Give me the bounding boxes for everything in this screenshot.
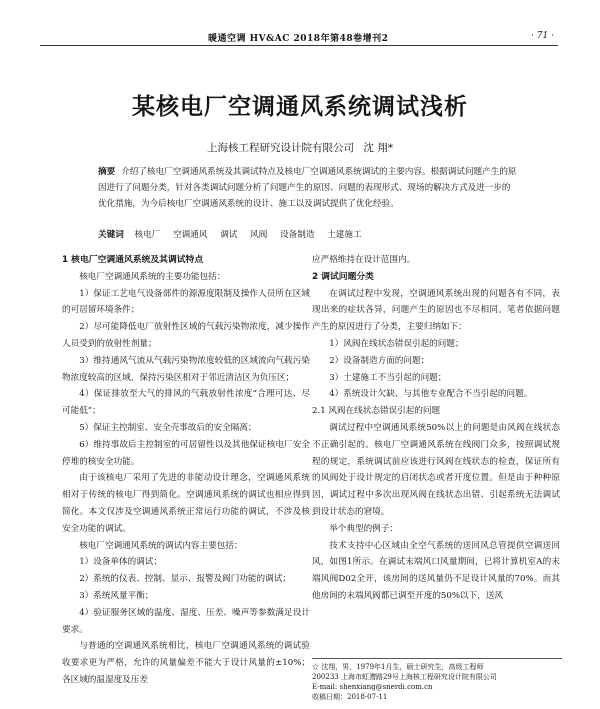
list-item: 1）设备单体的调试； bbox=[79, 557, 162, 568]
abstract bbox=[98, 164, 518, 212]
list-item: 3）维持通风气流从气载污染物浓度较低的区域流向气载污染物浓度较高的区域，保持污染区相对于邻近清洁区为负压区； bbox=[62, 355, 310, 383]
keyword: 调试 bbox=[220, 230, 238, 240]
list-item: 3）土建施工不当引起的问题； bbox=[329, 372, 447, 383]
running-header bbox=[40, 30, 558, 46]
list-item: 2）尽可能降低电厂放射性区域的气载污染物浓度，减少操作人员受到的放射性剂量； bbox=[62, 322, 310, 349]
footnote-line: 200233 上海市虹漕路29号上海核工程研究设计院有限公司 bbox=[312, 673, 497, 681]
list-item: 4）验证服务区域的温度、湿度、压差、噪声等参数满足设计要求。 bbox=[62, 607, 310, 635]
section-heading: 2 调试问题分类 bbox=[312, 271, 374, 282]
keyword: 核电厂 bbox=[134, 230, 161, 240]
abstract-text: 介绍了核电厂空调通风系统及其调试特点及核电厂空调通风系统调试的主要内容。根据调试问题产生的原因进行了问题分类，针对各类调试问题分析了问题产生的原因、问题的表现形式、现场的解决方式及进一步的优化措施，为今后核电厂空调通风系统的设计、施工以及调试提供了优化经验。 bbox=[98, 167, 517, 209]
subsection-heading: 2.1 风阀在线状态错误引起的问题 bbox=[312, 406, 441, 417]
footnote-line: ☆ 沈翔，男，1979年1月生，硕士研究生，高级工程师 bbox=[312, 663, 484, 671]
paragraph: 由于该核电厂采用了先进的非能动设计理念，空调通风系统相对于传统的核电厂得到简化。空调通风系统的调试也相应得到简化。本文仅涉及空调通风系统正常运行功能的调试，不涉及核安全功能的调试。 bbox=[62, 473, 310, 534]
list-item: 1）风阀在线状态错误引起的问题； bbox=[329, 338, 464, 349]
author-line bbox=[0, 140, 600, 155]
paragraph: 应严格维持在设计范围内。 bbox=[312, 255, 416, 265]
paragraph: 举个典型的例子： bbox=[329, 523, 398, 534]
paper-title: 某核电厂空调通风系统调试浅析 bbox=[132, 94, 468, 120]
right-column bbox=[312, 252, 560, 605]
affiliation: 上海核工程研究设计院有限公司 bbox=[207, 142, 355, 154]
paragraph: 调试过程中空调通风系统50%以上的问题是由风阀在线状态不正确引起的。核电厂空调通风系统在线阀门众多，按照调试规程的规定，系统调试前应该进行风阀在线状态的检查，保证所有的风阀处于设计规定的启闭状态或者开度位置。但是由于种种原因，调试过程中多次出现风阀在线状态出错、引起系统无法调试到设计状态的窘境。 bbox=[312, 422, 560, 517]
list-item: 3）系统风量平衡； bbox=[79, 590, 154, 601]
keywords-label: 关键词 bbox=[98, 230, 124, 240]
keywords bbox=[98, 228, 518, 240]
list-item: 6）维持事故后主控制室的可居留性以及其他保证核电厂安全停堆的核安全功能。 bbox=[62, 439, 310, 467]
left-column bbox=[62, 252, 310, 689]
paragraph: 与普通的空调通风系统相比，核电厂空调通风系统的调试验收要求更为严格，允许的风量偏差不能大于设计风量的±10%；各区域的温湿度及压差 bbox=[62, 641, 310, 685]
list-item: 1）保证工艺电气设备部件的源源度限制及操作人员所在区域的可居留环境条件； bbox=[62, 288, 310, 316]
list-item: 2）设备制造方面的问题； bbox=[329, 355, 430, 366]
section-heading: 1 核电厂空调通风系统及其调试特点 bbox=[62, 255, 204, 265]
paragraph: 在调试过程中发现，空调通风系统出现的问题各有不同，表现出来的症状各异，问题产生的原因也不尽相同。笔者依据问题产生的原因进行了分类，主要归纳如下： bbox=[312, 288, 560, 333]
keyword: 风阀 bbox=[250, 230, 268, 240]
list-item: 2）系统的仪表、控制、显示、报警及阀门功能的调试； bbox=[79, 574, 291, 585]
list-item: 5）保证主控制室、安全壳事故后的安全隔离； bbox=[79, 422, 257, 433]
keyword: 空调通风 bbox=[173, 230, 208, 240]
footnote-line: 收稿日期：2018-07-11 bbox=[312, 693, 388, 701]
paragraph: 核电厂空调通风系统的主要功能包括： bbox=[79, 271, 226, 282]
abstract-label: 摘要 bbox=[98, 167, 116, 177]
keyword: 设备制造 bbox=[280, 230, 315, 240]
list-item: 4）保证排放至大气的排风的气载放射性浓度“合理可达、尽可能低”； bbox=[62, 389, 310, 417]
author-name: 沈 翔* bbox=[363, 142, 393, 154]
author-footnote bbox=[312, 658, 562, 702]
list-item: 4）系统设计欠缺、与其他专业配合不当引起的问题。 bbox=[329, 389, 533, 400]
footnote-line: E-mail: shenxiang@snerdi.com.cn bbox=[312, 683, 433, 691]
paragraph: 技术支持中心区域由全空气系统的送回风总管提供空调送回风，如图1所示。在调试末端风口风量期间，已将计算机室A的末端风阀D02全开，该房间的送风量仍不足设计风量的70%。而其他房间的末端风阀都已调至开度的50%以下，送风 bbox=[312, 540, 560, 601]
page-number: · 71 · bbox=[531, 31, 554, 41]
keyword: 土建施工 bbox=[327, 230, 362, 240]
journal-name: 暖通空调 HV&AC 2018年第48卷增刊2 bbox=[208, 34, 389, 44]
paragraph: 核电厂空调通风系统的调试内容主要包括： bbox=[79, 540, 243, 551]
